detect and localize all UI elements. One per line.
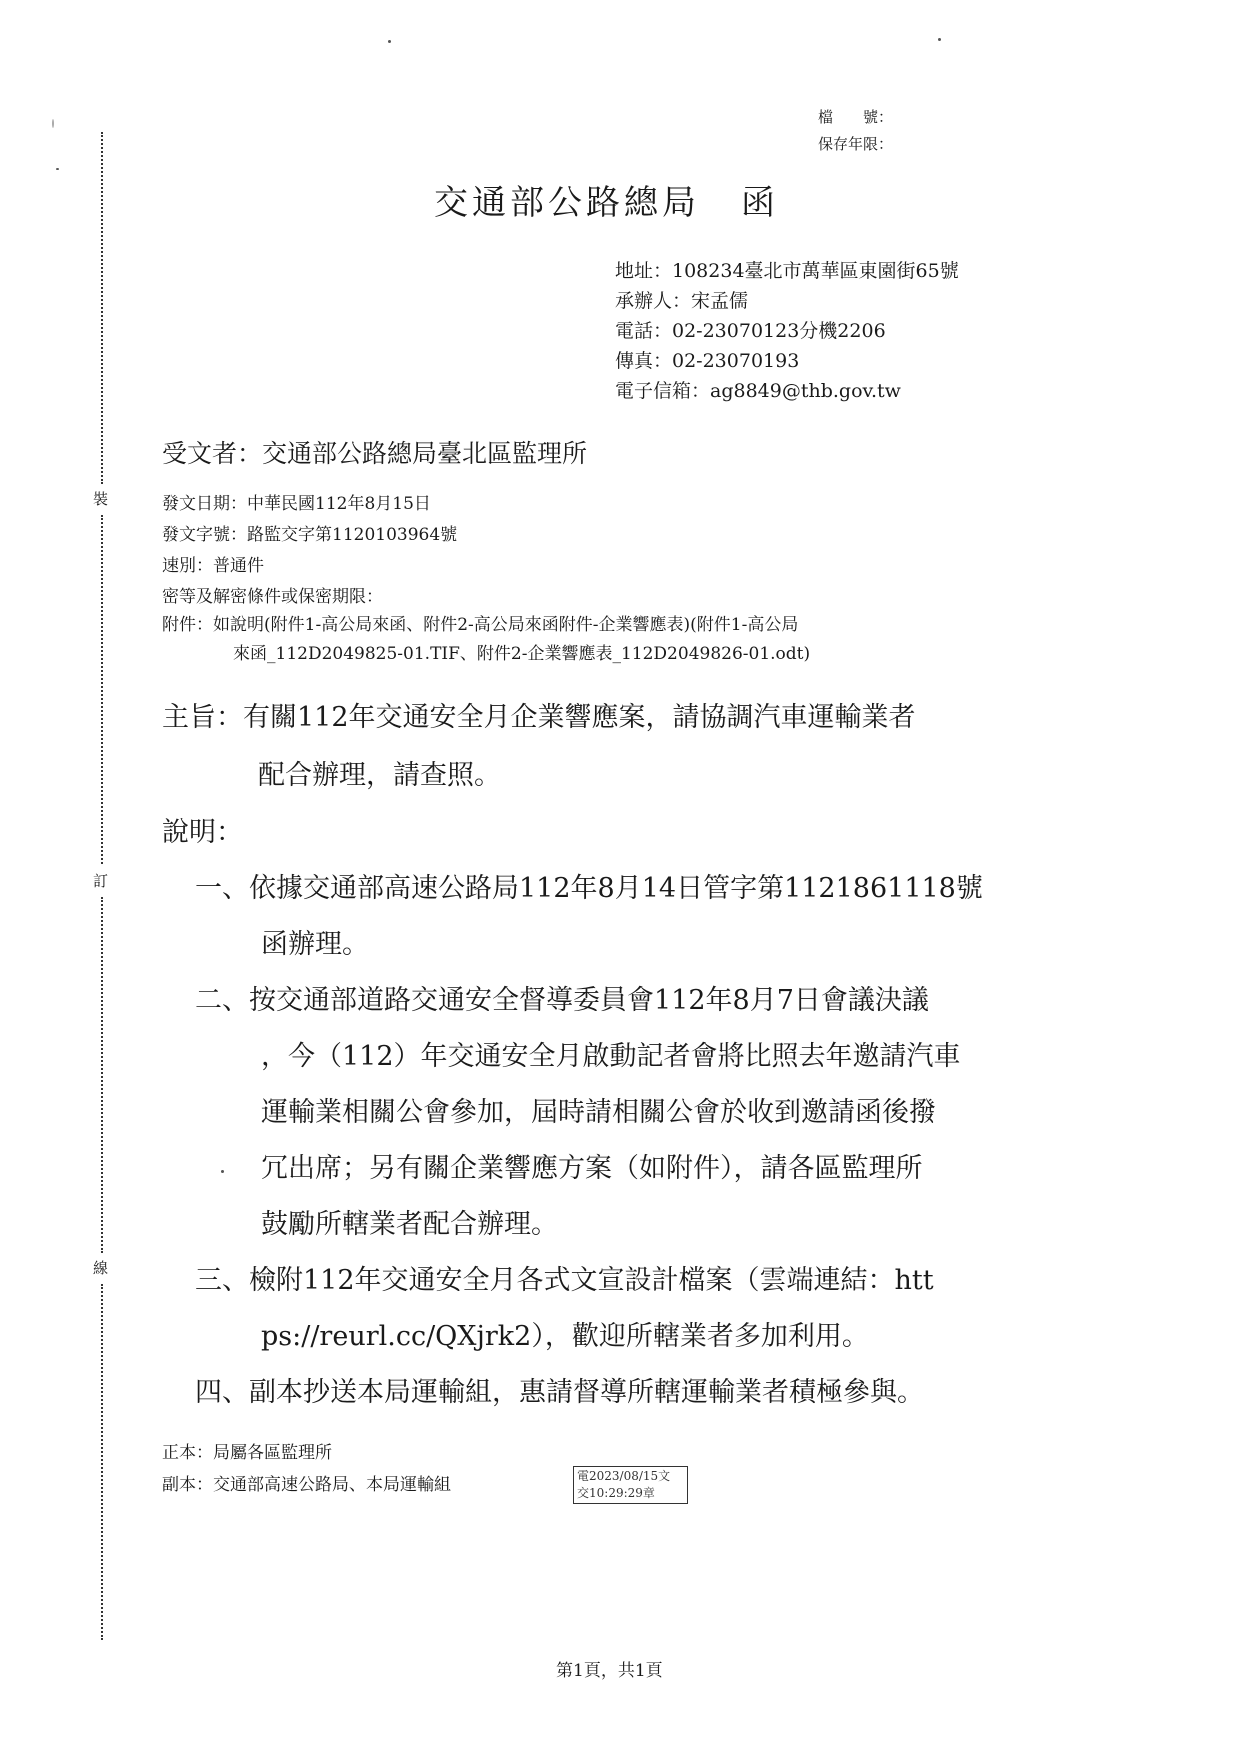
binding-line-lower	[101, 897, 103, 1253]
binding-line-top	[101, 132, 103, 484]
stamp-line: 電2023/08/15文	[577, 1469, 671, 1483]
explanation-heading: 說明：	[162, 817, 243, 848]
stamp-line: 交10:29:29章	[577, 1486, 655, 1500]
scan-speck	[56, 168, 59, 170]
attachment-line: 附件：如說明(附件1-高公局來函、附件2-高公局來函附件-企業響應表)(附件1-高公局	[162, 615, 799, 635]
binding-mark-top: 裝	[93, 490, 109, 508]
handler: 承辦人：宋孟儒	[615, 290, 749, 312]
retention-period-label: 保存年限：	[818, 135, 894, 153]
issue-date: 發文日期：中華民國112年8月15日	[162, 494, 431, 514]
subject-line: 主旨：有關112年交通安全月企業響應案，請協調汽車運輸業者	[162, 702, 916, 733]
email: 電子信箱：ag8849@thb.gov.tw	[615, 380, 901, 402]
attachment-line: 來函_112D2049825-01.TIF、附件2-企業響應表_112D2049826-01.odt)	[233, 644, 811, 664]
binding-mark-middle: 訂	[93, 872, 109, 890]
explanation-item-1-line: 函辦理。	[261, 929, 369, 960]
scan-speck	[388, 40, 391, 43]
agency-title: 交通部公路總局	[434, 183, 700, 223]
original-distribution: 正本：局屬各區監理所	[162, 1443, 332, 1463]
copy-distribution: 副本：交通部高速公路局、本局運輸組	[162, 1475, 451, 1495]
explanation-item-2-line: ，今（112）年交通安全月啟動記者會將比照去年邀請汽車	[261, 1041, 961, 1072]
explanation-item-2-line: 二、按交通部道路交通安全督導委員會112年8月7日會議決議	[195, 985, 929, 1016]
reference-number: 發文字號：路監交字第1120103964號	[162, 525, 458, 545]
recipient: 受文者：交通部公路總局臺北區監理所	[162, 439, 588, 468]
secrecy-level: 密等及解密條件或保密期限：	[162, 587, 383, 607]
phone: 電話：02-23070123分機2206	[615, 320, 886, 342]
document-type: 函	[741, 183, 779, 223]
explanation-item-3-line: 三、檢附112年交通安全月各式文宣設計檔案（雲端連結：htt	[195, 1265, 934, 1296]
scan-speck	[938, 38, 941, 41]
explanation-item-2-line: 冗出席；另有關企業響應方案（如附件），請各區監理所	[261, 1153, 923, 1184]
issuance-stamp	[573, 1466, 688, 1504]
binding-mark-bottom: 線	[93, 1259, 109, 1277]
explanation-item-3-line: ps://reurl.cc/QXjrk2），歡迎所轄業者多加利用。	[261, 1321, 869, 1352]
explanation-item-2-line: 運輸業相關公會參加，屆時請相關公會於收到邀請函後撥	[261, 1097, 936, 1128]
file-number-label: 檔 號：	[818, 108, 894, 126]
explanation-item-4-line: 四、副本抄送本局運輸組，惠請督導所轄運輸業者積極參與。	[195, 1377, 924, 1408]
fax: 傳真：02-23070193	[615, 350, 800, 372]
explanation-item-2-line: 鼓勵所轄業者配合辦理。	[261, 1209, 558, 1240]
scan-speck	[221, 1170, 224, 1173]
delivery-speed: 速別：普通件	[162, 556, 264, 576]
binding-line-bottom	[101, 1284, 103, 1640]
address: 地址：108234臺北市萬華區東園街65號	[615, 260, 959, 282]
page-number: 第1頁，共1頁	[556, 1661, 663, 1681]
subject-line: 配合辦理，請查照。	[258, 760, 501, 791]
explanation-item-1-line: 一、依據交通部高速公路局112年8月14日管字第1121861118號	[195, 873, 983, 904]
scan-speck	[52, 119, 54, 128]
binding-line-middle	[101, 515, 103, 864]
